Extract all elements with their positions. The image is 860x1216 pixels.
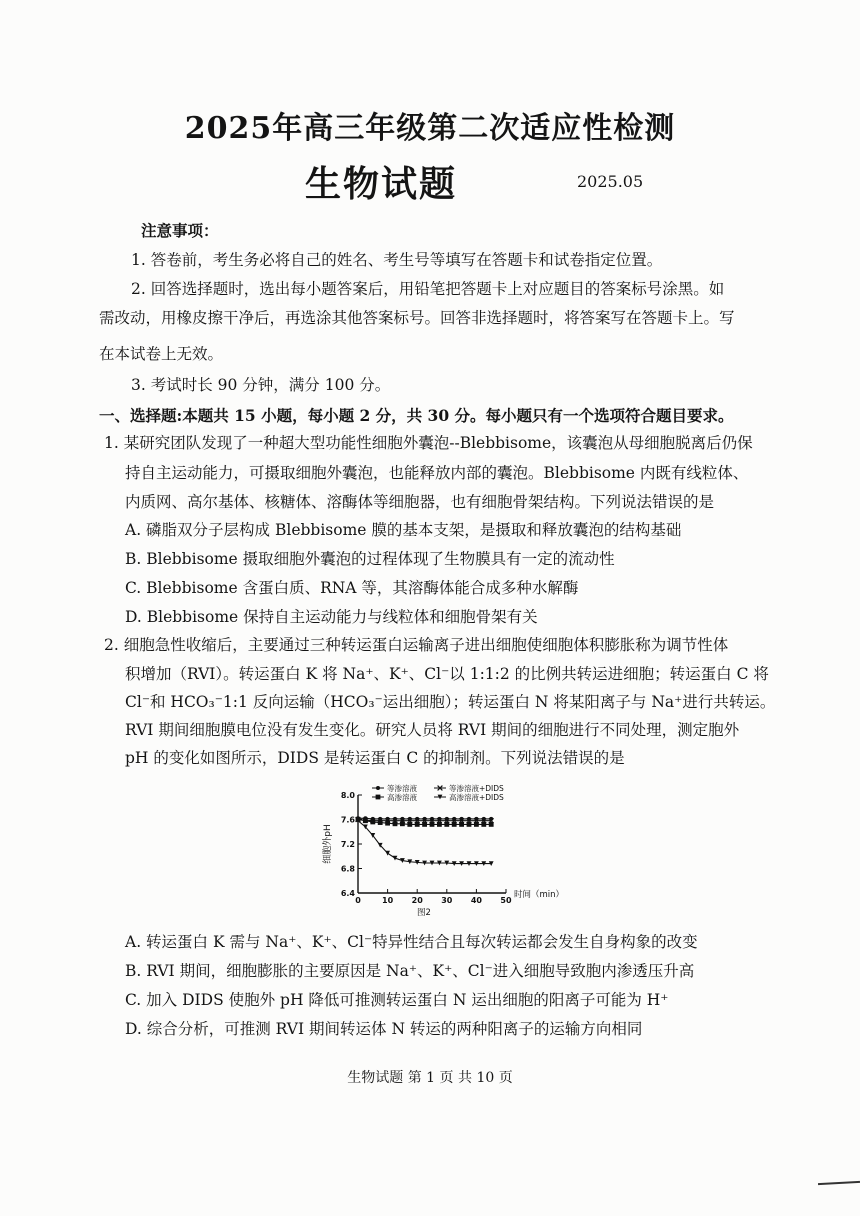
q1-stem-line-3: 内质网、高尔基体、核糖体、溶酶体等细胞器，也有细胞骨架结构。下列说法错误的是 <box>125 493 715 511</box>
data-point-series-3 <box>407 822 412 827</box>
data-point-series-3 <box>370 820 375 825</box>
notes-item-1: 1. 答卷前，考生务必将自己的姓名、考生号等填写在答题卡和试卷指定位置。 <box>131 251 663 269</box>
notes-item-3: 3. 考试时长 90 分钟，满分 100 分。 <box>131 376 391 394</box>
q2-stem-line-4: RVI 期间细胞膜电位没有发生变化。研究人员将 RVI 期间的细胞进行不同处理，测定胞外 <box>125 721 740 739</box>
q1-option-a: A. 磷脂双分子层构成 Blebbisome 膜的基本支架，是摄取和释放囊泡的结构基础 <box>125 521 682 539</box>
data-point-series-3 <box>400 821 405 826</box>
x-tick-label: 20 <box>411 896 423 905</box>
q2-option-a: A. 转运蛋白 K 需与 Na⁺、K⁺、Cl⁻特异性结合且每次转运都会发生自身构象的改变 <box>125 933 698 951</box>
notes-item-2-cont2: 在本试卷上无效。 <box>99 345 224 363</box>
q2-stem-line-2: 积增加（RVI）。转运蛋白 K 将 Na⁺、K⁺、Cl⁻以 1:1:2 的比例共转运进细胞；转运蛋白 C 将 <box>125 665 769 683</box>
exam-date: 2025.05 <box>577 172 644 191</box>
notes-item-2: 2. 回答选择题时，选出每小题答案后，用铅笔把答题卡上对应题目的答案标号涂黑。如 <box>131 280 725 298</box>
ph-line-chart <box>310 783 565 923</box>
y-tick-label: 6.4 <box>340 889 355 898</box>
q2-option-b: B. RVI 期间，细胞膨胀的主要原因是 Na⁺、K⁺、Cl⁻进入细胞导致胞内渗透压升高 <box>125 962 695 980</box>
q1-option-c: C. Blebbisome 含蛋白质、RNA 等，其溶酶体能合成多种水解酶 <box>125 579 579 597</box>
legend-marker-1 <box>376 786 380 790</box>
y-tick-label: 7.2 <box>340 840 355 849</box>
x-tick-label: 0 <box>355 896 361 905</box>
x-tick-label: 10 <box>382 896 394 905</box>
data-point-series-3 <box>444 822 449 827</box>
page-footer: 生物试题 第 1 页 共 10 页 <box>347 1070 513 1086</box>
data-point-series-3 <box>467 822 472 827</box>
data-point-series-3 <box>393 821 398 826</box>
q2-stem-line-5: pH 的变化如图所示，DIDS 是转运蛋白 C 的抑制剂。下列说法错误的是 <box>125 749 625 767</box>
data-point-series-3 <box>363 818 368 823</box>
q2-stem-line-1: 2. 细胞急性收缩后，主要通过三种转运蛋白运输离子进出细胞使细胞体积膨胀称为调节性体 <box>104 636 729 654</box>
y-tick-label: 6.8 <box>340 864 355 874</box>
legend-label-4: 高渗溶液+DIDS <box>449 793 504 802</box>
x-axis-label: 时间（min） <box>514 890 565 900</box>
data-point-series-3 <box>489 822 494 827</box>
legend-marker-3 <box>376 795 381 800</box>
subject-title: 生物试题 <box>305 163 458 205</box>
scan-artifact <box>818 1181 860 1185</box>
notes-item-2-cont: 需改动，用橡皮擦干净后，再选涂其他答案标号。回答非选择题时，将答案写在答题卡上。写 <box>99 309 735 327</box>
data-point-series-3 <box>415 822 420 827</box>
x-tick-label: 50 <box>500 896 512 905</box>
section-heading: 一、选择题:本题共 15 小题，每小题 2 分，共 30 分。每小题只有一个选项符合题目要求。 <box>99 406 734 425</box>
exam-title: 2025年高三年级第二次适应性检测 <box>184 111 676 146</box>
legend-label-1: 等渗溶液 <box>387 784 417 793</box>
data-point-series-3 <box>452 822 457 827</box>
q1-option-d: D. Blebbisome 保持自主运动能力与线粒体和细胞骨架有关 <box>125 608 538 626</box>
q1-option-b: B. Blebbisome 摄取细胞外囊泡的过程体现了生物膜具有一定的流动性 <box>125 550 615 568</box>
q1-stem-line-1: 1. 某研究团队发现了一种超大型功能性细胞外囊泡--Blebbisome，该囊泡从母细胞脱离后仍保 <box>104 434 753 452</box>
x-tick-label: 40 <box>470 896 482 905</box>
series-line-4 <box>358 821 491 864</box>
y-axis-label: 细胞外pH <box>323 824 333 864</box>
data-point-series-3 <box>459 822 464 827</box>
q1-stem-line-2: 持自主运动能力，可摄取细胞外囊泡，也能释放内部的囊泡。Blebbisome 内既有线粒体、 <box>125 464 749 482</box>
data-point-series-3 <box>430 822 435 827</box>
data-point-series-3 <box>378 820 383 825</box>
data-point-series-3 <box>422 822 427 827</box>
y-tick-label: 7.6 <box>340 815 355 825</box>
data-point-series-3 <box>481 822 486 827</box>
q2-option-c: C. 加入 DIDS 使胞外 pH 降低可推测转运蛋白 N 运出细胞的阳离子可能为 H⁺ <box>125 991 669 1009</box>
y-tick-label: 8.0 <box>340 791 355 800</box>
q2-stem-line-3: Cl⁻和 HCO₃⁻1:1 反向运输（HCO₃⁻运出细胞）；转运蛋白 N 将某阳离子与 Na⁺进行共转运。 <box>125 693 776 711</box>
figure-caption: 图2 <box>417 908 431 918</box>
legend-label-2: 等渗溶液+DIDS <box>449 784 504 793</box>
data-point-series-3 <box>474 822 479 827</box>
x-tick-label: 30 <box>441 896 453 905</box>
legend-label-3: 高渗溶液 <box>387 793 417 802</box>
notes-heading: 注意事项： <box>141 221 219 240</box>
data-point-series-3 <box>385 821 390 826</box>
q2-option-d: D. 综合分析，可推测 RVI 期间转运体 N 转运的两种阳离子的运输方向相同 <box>125 1020 643 1038</box>
data-point-series-3 <box>437 822 442 827</box>
